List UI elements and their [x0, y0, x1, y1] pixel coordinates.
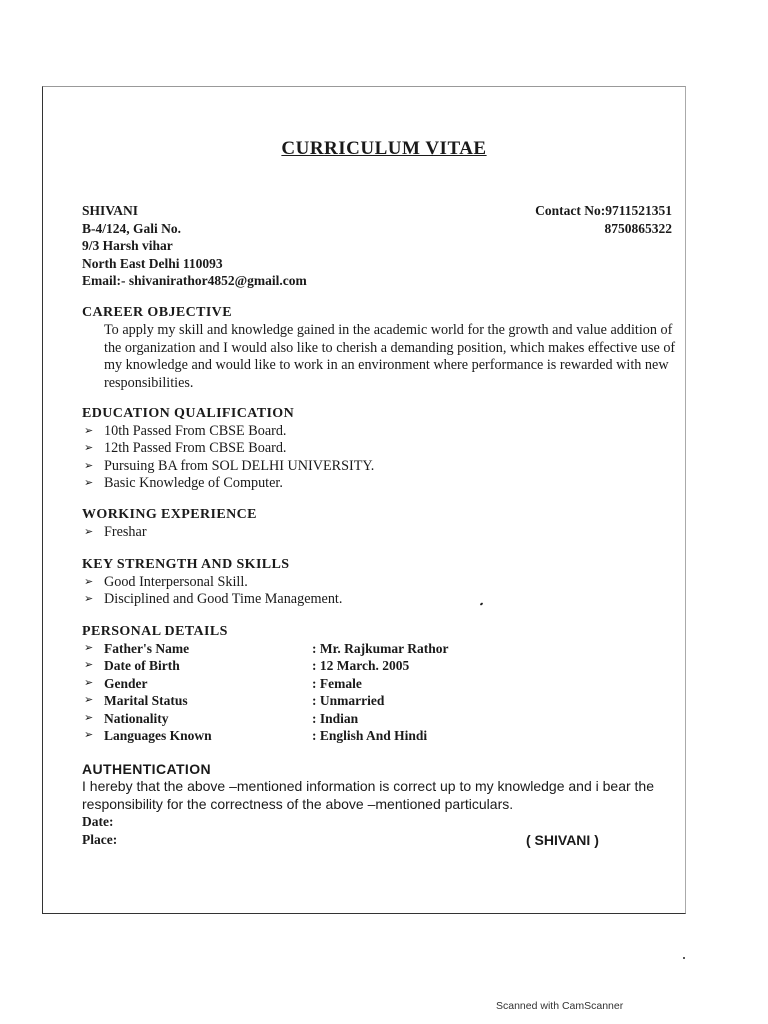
place-label: Place: — [82, 832, 118, 847]
detail-value: : Mr. Rajkumar Rathor — [312, 641, 449, 656]
arrow-bullet-icon: ➢ — [84, 459, 94, 472]
experience-section — [82, 506, 682, 541]
detail-value: : Female — [312, 675, 362, 691]
arrow-bullet-icon: ➢ — [84, 593, 94, 606]
address-block — [82, 202, 307, 290]
arrow-bullet-icon: ➢ — [84, 477, 94, 490]
date-label: Date: — [82, 814, 114, 829]
contact-number-1: Contact No:9711521351 — [535, 203, 672, 218]
table-row — [82, 676, 682, 693]
list-item: ➢ Basic Knowledge of Computer. — [84, 475, 283, 492]
arrow-bullet-icon: ➢ — [84, 659, 94, 672]
arrow-bullet-icon: ➢ — [84, 425, 94, 437]
personal-details-heading: PERSONAL DETAILS — [82, 624, 228, 639]
list-item: ➢ Good Interpersonal Skill. — [84, 574, 248, 590]
experience-heading: WORKING EXPERIENCE — [82, 507, 257, 522]
personal-details-section — [82, 623, 682, 745]
skills-section — [82, 556, 682, 609]
detail-value: : English And Hindi — [312, 727, 428, 743]
address-line-3: North East Delhi 110093 — [82, 255, 223, 271]
scanner-watermark: Scanned with CamScanner — [496, 1000, 624, 1012]
detail-label: Gender — [104, 675, 148, 691]
detail-value: : Unmarried — [312, 693, 385, 709]
arrow-bullet-icon: ➢ — [84, 676, 94, 689]
arrow-bullet-icon: ➢ — [84, 711, 94, 724]
authentication-heading: AUTHENTICATION — [82, 761, 211, 777]
table-row — [82, 693, 682, 710]
list-item: ➢ 12th Passed From CBSE Board. — [84, 440, 287, 457]
detail-label: Marital Status — [104, 693, 188, 709]
address-line-2: 9/3 Harsh vihar — [82, 238, 173, 254]
email-line: Email:- shivanirathor4852@gmail.com — [82, 273, 307, 289]
detail-value: : 12 March. 2005 — [312, 658, 410, 674]
education-list — [82, 423, 682, 493]
detail-label: Father's Name — [104, 641, 190, 656]
education-section — [82, 405, 682, 493]
arrow-bullet-icon: ➢ — [84, 526, 94, 538]
career-objective-section — [82, 304, 682, 392]
table-row — [82, 711, 682, 728]
authentication-text: I hereby that the above –mentioned information is correct up to my knowledge and i bear the responsibility for the correctness of the above –mentioned particulars. — [82, 778, 655, 812]
table-row — [82, 728, 682, 745]
contact-number-2: 8750865322 — [604, 220, 672, 236]
detail-label: Languages Known — [104, 727, 212, 743]
detail-label: Date of Birth — [104, 658, 180, 674]
experience-list — [82, 524, 682, 541]
detail-label: Nationality — [104, 710, 169, 726]
table-row — [82, 658, 682, 675]
arrow-bullet-icon: ➢ — [84, 442, 94, 455]
education-heading: EDUCATION QUALIFICATION — [82, 406, 295, 421]
detail-value: : Indian — [312, 710, 359, 726]
address-line-1: B-4/124, Gali No. — [82, 220, 182, 236]
career-objective-heading: CAREER OBJECTIVE — [82, 305, 232, 320]
table-row — [82, 641, 682, 658]
arrow-bullet-icon: ➢ — [84, 642, 94, 654]
arrow-bullet-icon: ➢ — [84, 576, 94, 588]
document-title: CURRICULUM VITAE — [281, 138, 487, 159]
list-item: ➢ 10th Passed From CBSE Board. — [84, 423, 287, 439]
signature-name: ( SHIVANI ) — [526, 832, 599, 848]
list-item: ➢ Pursuing BA from SOL DELHI UNIVERSITY. — [84, 457, 375, 474]
skills-list — [82, 574, 682, 609]
scan-speck — [683, 957, 685, 959]
applicant-name: SHIVANI — [82, 203, 139, 218]
arrow-bullet-icon: ➢ — [84, 694, 94, 707]
list-item: ➢ Disciplined and Good Time Management. — [84, 591, 343, 608]
list-item: ➢ Freshar — [84, 524, 147, 540]
career-objective-text: To apply my skill and knowledge gained in the academic world for the growth and value addition of the organization and I would also like to cherish a demanding position, which makes effective use of my knowledge and would like to work in an environment where performance is rewarded with new responsibilities. — [104, 322, 676, 391]
arrow-bullet-icon: ➢ — [84, 728, 94, 741]
contact-block — [535, 202, 672, 237]
skills-heading: KEY STRENGTH AND SKILLS — [82, 557, 290, 572]
